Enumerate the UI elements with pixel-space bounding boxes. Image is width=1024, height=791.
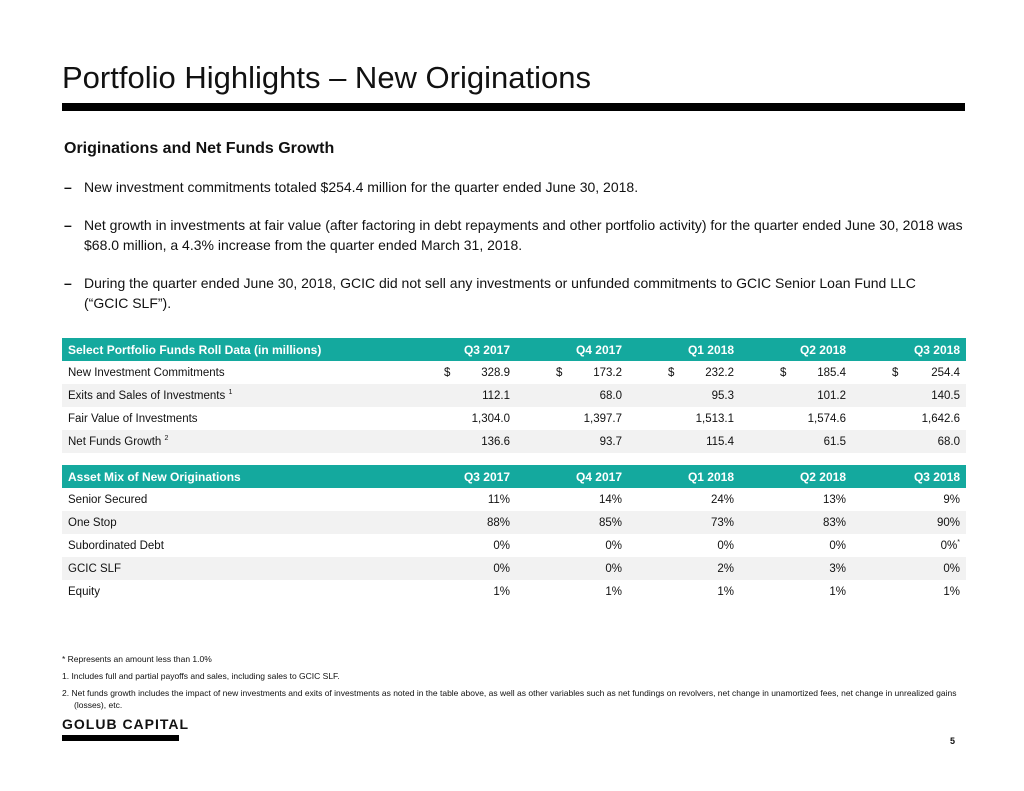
footnotes [62,653,966,716]
table-cell: 14% [598,493,622,506]
bullet-text: Net growth in investments at fair value (after factoring in debt repayments and other portfolio activity) for the quarter ended June 30, 2018 was $68.0 million, a 4.3% increase from the quarter ended March 31, 2018. [84,217,963,253]
table-cell: 73% [710,516,734,529]
table-cell: 9% [943,493,960,506]
table-cell: 1% [717,585,734,598]
page-title: Portfolio Highlights – New Originations [62,60,591,95]
table-cell: 83% [822,516,846,529]
bullet-list [64,177,964,331]
table-cell: 85% [598,516,622,529]
footnote-marker: 1 [228,388,233,396]
row-label: New Investment Commitments [68,366,225,379]
portfolio-roll-table [62,338,966,453]
table-cell: 3% [829,562,846,575]
table-cell: 88% [486,516,510,529]
table-cell: 0% [605,562,622,575]
table-cell: 1,574.6 [807,412,846,425]
logo-bar [62,735,179,741]
row-label: Net Funds Growth $^2$ [68,434,169,448]
table-cell: $ 173.2 [516,361,628,384]
table-cell: 1,304.0 [471,412,510,425]
currency-symbol: $ [780,366,787,379]
column-header: Select Portfolio Funds Roll Data (in millions) [68,342,322,357]
table-cell: 1% [493,585,510,598]
asset-mix-table [62,465,966,603]
table-cell: 11% [487,493,510,506]
footnote-marker: 2 [164,434,169,442]
table-cell: $ 328.9 [404,361,516,384]
column-header: Q2 2018 [799,469,846,484]
table-cell: $ 232.2 [628,361,740,384]
table-row [62,557,966,580]
bullet-text: During the quarter ended June 30, 2018, GCIC did not sell any investments or unfunded commitments to GCIC Senior Loan Fund LLC (“GCIC SLF”). [84,275,916,311]
column-header: Q4 2017 [575,469,622,484]
table-row [62,511,966,534]
table-cell: 95.3 [711,389,734,402]
table-cell: 0% [717,539,734,552]
bullet-dash-icon: – [64,275,72,291]
bullet-text: New investment commitments totaled $254.4 million for the quarter ended June 30, 2018. [84,179,639,195]
column-header: Q1 2018 [687,342,734,357]
section-heading: Originations and Net Funds Growth [64,140,335,157]
currency-symbol: $ [892,366,899,379]
table-cell: $ 185.4 [740,361,852,384]
table-cell: 0% [493,562,510,575]
table-cell: 93.7 [599,435,622,448]
column-header: Q3 2017 [463,342,510,357]
table-row [62,580,966,603]
table-cell: 0% [493,539,510,552]
table-cell: 0% [605,539,622,552]
row-label: One Stop [68,516,117,529]
column-header: Asset Mix of New Originations [68,469,241,484]
table-cell: 140.5 [931,389,960,402]
column-header: Q4 2017 [575,342,622,357]
bullet-dash-icon: – [64,179,72,195]
table-row [62,407,966,430]
currency-symbol: $ [668,366,675,379]
currency-symbol: $ [556,366,563,379]
table-cell: 1,397.7 [583,412,622,425]
table-cell: 115.4 [706,435,734,448]
table-cell: 68.0 [599,389,622,402]
table-cell: 1% [605,585,622,598]
table-cell: 0% [943,562,960,575]
table-cell: 2% [717,562,734,575]
table-row [62,430,966,453]
table-cell: 68.0 [937,435,960,448]
table-row [62,384,966,407]
row-label: Subordinated Debt [68,539,164,552]
table-cell: $ 254.4 [852,361,966,384]
table-cell: 101.2 [817,389,846,402]
page-number: 5 [950,736,956,746]
footnote: 2. Net funds growth includes the impact of new investments and exits of investments as noted in the table above, as well as other variables such as net fundings on revolvers, net change in unamortized fees, net change in unrealized gains (losses), etc. [62,688,957,710]
company-logo: GOLUB CAPITAL [62,716,190,732]
table-row [62,488,966,511]
column-header: Q3 2017 [463,469,510,484]
currency-symbol: $ [444,366,451,379]
table-cell: 1% [943,585,960,598]
row-label: GCIC SLF [68,562,122,575]
table-cell: 0%* [940,538,960,552]
row-label: Exits and Sales of Investments $^1$ [68,388,233,402]
table-cell: 13% [822,493,846,506]
table-cell: 1% [829,585,846,598]
bullet-item [64,273,964,313]
table-cell: 136.6 [481,435,510,448]
bullet-dash-icon: – [64,217,72,233]
column-header: Q3 2018 [913,469,960,484]
table-cell: 112.1 [482,389,510,402]
table-cell: 1,513.1 [695,412,734,425]
row-label: Senior Secured [68,493,148,506]
bullet-item [64,215,964,255]
row-label: Equity [68,585,100,598]
footnote: * Represents an amount less than 1.0% [62,654,212,664]
table-cell: 90% [936,516,960,529]
row-label: Fair Value of Investments [68,412,198,425]
table-header-row [62,338,966,361]
column-header: Q3 2018 [913,342,960,357]
footnote: 1. Includes full and partial payoffs and sales, including sales to GCIC SLF. [62,671,340,681]
table-row [62,361,966,384]
table-row [62,534,966,557]
table-cell: 1,642.6 [921,412,960,425]
column-header: Q2 2018 [799,342,846,357]
footnote-marker: * [957,538,960,546]
column-header: Q1 2018 [687,469,734,484]
title-rule [62,103,965,111]
bullet-item [64,177,964,197]
table-cell: 24% [710,493,734,506]
table-cell: 61.5 [823,435,846,448]
table-header-row [62,465,966,488]
table-cell: 0% [829,539,846,552]
